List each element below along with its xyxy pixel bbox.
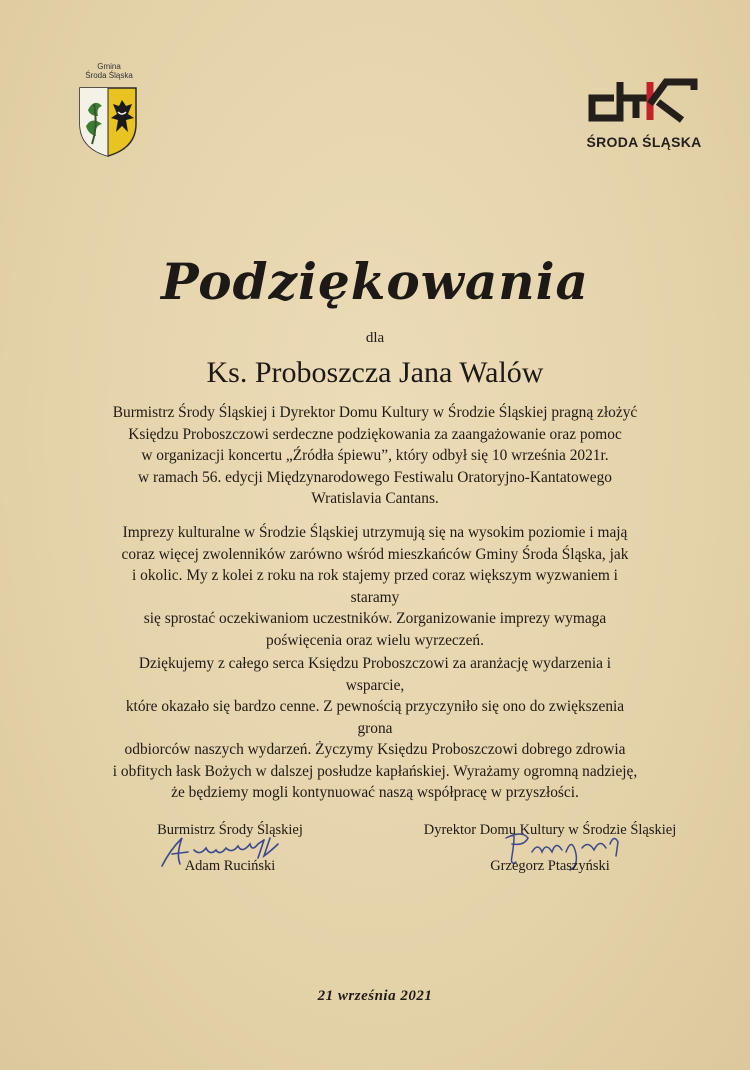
- dmk-logo: [588, 76, 700, 124]
- dla-label: dla: [365, 330, 385, 346]
- paragraph-line: poświęcenia oraz wielu wyrzeczeń.: [266, 631, 484, 649]
- paragraph-line: w organizacji koncertu „Źródła śpiewu”, który odbył się 10 września 2021r.: [141, 447, 609, 464]
- coat-of-arms-icon: [78, 86, 138, 158]
- crest-caption-line-1: Gmina: [97, 62, 121, 71]
- paragraph-line: Burmistrz Środy Śląskiej i Dyrektor Domu Kultury w Środzie Śląskiej pragną złożyć: [112, 404, 638, 421]
- paragraph-line: się sprostać oczekiwaniom uczestników. Zorganizowanie imprezy wymaga: [143, 610, 607, 627]
- paragraph-line: odbiorców naszych wydarzeń. Życzymy Księdzu Proboszczowi dobrego zdrowia: [124, 741, 626, 758]
- paragraph-line: i obfitych łask Bożych w dalszej posłudze kapłańskiej. Wyrażamy ogromną nadzieję,: [112, 762, 638, 780]
- dmk-city-label: ŚRODA ŚLĄSKA: [586, 134, 702, 150]
- paragraph-line: Wratislavia Cantans.: [311, 490, 439, 507]
- signature-left-role: Burmistrz Środy Śląskiej: [157, 822, 303, 838]
- document-date: 21 września 2021: [317, 988, 433, 1004]
- crest-caption-line-2: Środa Śląska: [85, 71, 133, 80]
- paragraph-line: Imprezy kulturalne w Środzie Śląskiej utrzymują się na wysokim poziomie i mają: [122, 524, 628, 541]
- document-title: Podziękowania: [161, 252, 589, 311]
- signature-left-name: Adam Ruciński: [184, 858, 276, 874]
- recipient-name: Ks. Proboszcza Jana Walów: [206, 356, 544, 389]
- paragraph-1: [110, 402, 640, 510]
- paragraph-2: [110, 522, 640, 651]
- crest-caption: [74, 62, 144, 80]
- paragraph-line: Księdzu Proboszczowi serdeczne podziękowania za zaangażowanie oraz pomoc: [128, 425, 622, 443]
- paragraph-line: w ramach 56. edycji Międzynarodowego Festiwalu Oratoryjno-Kantatowego: [138, 468, 612, 486]
- signature-right-role: Dyrektor Domu Kultury w Środzie Śląskiej: [423, 822, 677, 838]
- paragraph-3: [110, 653, 640, 804]
- signature-right-name: Grzegorz Ptaszyński: [490, 858, 610, 874]
- paragraph-line: Dziękujemy z całego serca Księdzu Proboszczowi za aranżację wydarzenia i wsparcie,: [138, 655, 612, 694]
- paragraph-line: coraz więcej zwolenników zarówno wśród mieszkańców Gminy Środa Śląska, jak: [121, 545, 629, 563]
- paragraph-line: które okazało się bardzo cenne. Z pewnością przyczyniło się ono do zwiększenia grona: [125, 698, 625, 737]
- paragraph-line: i okolic. My z kolei z roku na rok stajemy przed coraz większym wyzwaniem i staramy: [132, 567, 618, 606]
- paragraph-line: że będziemy mogli kontynuować naszą współpracę w przyszłości.: [171, 784, 579, 801]
